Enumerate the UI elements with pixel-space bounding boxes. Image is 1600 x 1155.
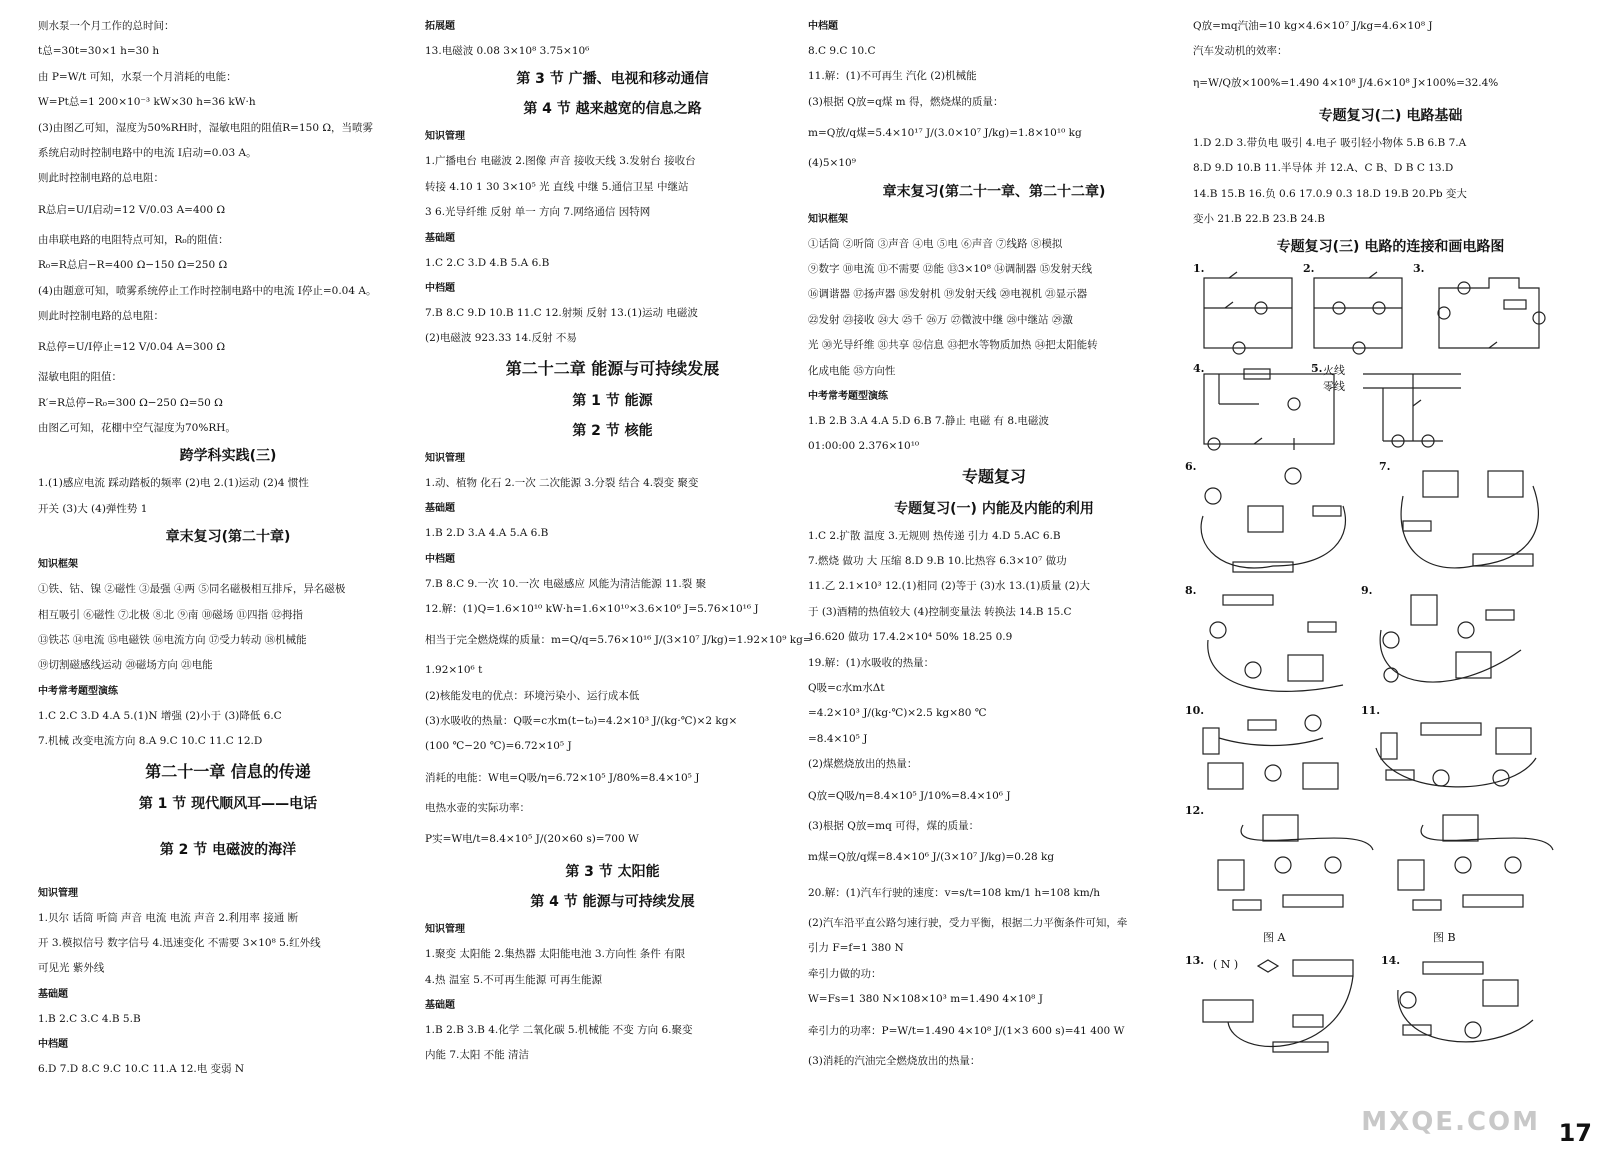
answer-line: 16.620 做功 17.4.2×10⁴ 50% 18.25 0.9 bbox=[808, 631, 1013, 644]
answer-line: 变小 21.B 22.B 23.B 24.B bbox=[1193, 212, 1326, 225]
answer-line: 11.乙 2.1×10³ 12.(1)相同 (2)等于 (3)水 13.(1)质量 (2)大 bbox=[808, 580, 1091, 593]
subsection-label: 中档题 bbox=[808, 21, 838, 32]
subsection-label: 基础题 bbox=[425, 232, 455, 244]
answer-line: 12.解：(1)Q=1.6×10¹⁰ kW·h=1.6×10¹⁰×3.6×10⁶ J=5.76×10¹⁶ J bbox=[425, 602, 759, 615]
fig-number: 3. bbox=[1413, 262, 1425, 276]
answer-line: 7.机械 改变电流方向 8.A 9.C 10.C 11.C 12.D bbox=[38, 735, 263, 748]
answer-line: 则水泵一个月工作的总时间： bbox=[38, 20, 175, 32]
answer-line: 湿敏电阻的阻值： bbox=[38, 371, 122, 384]
circuit-diagram-1 bbox=[1199, 268, 1299, 354]
column-4 bbox=[1185, 14, 1588, 1064]
circuit-diagram-13 bbox=[1193, 960, 1373, 1060]
answer-line: 19.解：(1)水吸收的热量： bbox=[808, 656, 935, 669]
answer-line: 开 3.模拟信号 数字信号 4.迅速变化 不需要 3×10⁸ 5.红外线 bbox=[38, 936, 321, 949]
answer-line: (2)汽车沿平直公路匀速行驶，受力平衡，根据二力平衡条件可知，牵 bbox=[808, 916, 1128, 929]
subsection-label: 中档题 bbox=[425, 282, 455, 294]
answer-line: (3)由图乙可知，湿度为50%RH时，湿敏电阻的阻值R=150 Ω，当喷雾 bbox=[38, 121, 374, 134]
answer-line: ①话筒 ②听筒 ③声音 ④电 ⑤电 ⑥声音 ⑦线路 ⑧模拟 bbox=[808, 237, 1063, 250]
answer-line: 消耗的电能：W电=Q吸/η=6.72×10⁵ J/80%=8.4×10⁵ J bbox=[425, 771, 700, 784]
answer-line: 则此时控制电路的总电阻： bbox=[38, 172, 164, 185]
figure-caption-b: 图 B bbox=[1433, 931, 1456, 945]
answer-line: 由图乙可知，花棚中空气湿度为70%RH。 bbox=[38, 422, 236, 435]
answer-line: 1.92×10⁶ t bbox=[425, 664, 483, 677]
answer-line: =8.4×10⁵ J bbox=[808, 732, 868, 745]
circuit-diagram-12b bbox=[1393, 810, 1563, 922]
answer-line: 1.B 2.D 3.A 4.A 5.A 6.B bbox=[425, 527, 549, 540]
answer-line: 1.广播电台 电磁波 2.图像 声音 接收天线 3.发射台 接收台 bbox=[425, 155, 696, 168]
answer-line: 由 P=W/t 可知，水泵一个月消耗的电能： bbox=[38, 70, 237, 83]
answer-line: 开关 (3)大 (4)弹性势 1 bbox=[38, 502, 148, 515]
answer-line: (3)根据 Q放=q煤 m 得，燃烧煤的质量： bbox=[808, 95, 1004, 108]
answer-line: 13.电磁波 0.08 3×10⁸ 3.75×10⁶ bbox=[425, 45, 590, 57]
answer-line: 由串联电路的电阻特点可知，R₀的阻值： bbox=[38, 233, 229, 246]
subsection-label: 知识管理 bbox=[425, 452, 465, 464]
answer-line: 1.(1)感应电流 踩动踏板的频率 (2)电 2.(1)运动 (2)4 惯性 bbox=[38, 477, 309, 490]
section-heading: 第 4 节 能源与可持续发展 bbox=[530, 894, 695, 911]
answer-line: 1.贝尔 话筒 听筒 声音 电流 电流 声音 2.利用率 接通 断 bbox=[38, 911, 299, 924]
answer-line: 7.B 8.C 9.一次 10.一次 电磁感应 风能为清洁能源 11.裂 聚 bbox=[425, 577, 707, 590]
answer-line: 01:00:00 2.376×10¹⁰ bbox=[808, 440, 920, 453]
answer-line: 20.解：(1)汽车行驶的速度：v=s/t=108 km/1 h=108 km/h bbox=[808, 886, 1101, 899]
fig-number: 10. bbox=[1185, 704, 1205, 718]
answer-line: 汽车发动机的效率： bbox=[1193, 45, 1288, 58]
answer-line: 8.D 9.D 10.B 11.半导体 并 12.A、C B、D B C 13.D bbox=[1193, 162, 1454, 175]
answer-line: 1.B 2.B 3.B 4.化学 二氧化碳 5.机械能 不变 方向 6.聚变 bbox=[425, 1024, 693, 1037]
circuit-diagram-12a bbox=[1213, 810, 1383, 922]
circuit-diagrams-10-11 bbox=[1185, 704, 1588, 804]
answer-line: 1.B 2.B 3.A 4.A 5.D 6.B 7.静止 电磁 有 8.电磁波 bbox=[808, 414, 1049, 427]
answer-line: P实=W电/t=8.4×10⁵ J/(20×60 s)=700 W bbox=[425, 833, 639, 846]
fig-number: 9. bbox=[1361, 584, 1373, 598]
spacer bbox=[38, 819, 418, 835]
section-heading: 章末复习(第二十章) bbox=[165, 529, 291, 546]
subsection-label: 中档题 bbox=[38, 1039, 68, 1051]
subsection-label: 基础题 bbox=[425, 1000, 455, 1012]
answer-line: t总=30t=30×1 h=30 h bbox=[38, 45, 160, 58]
subsection-label: 知识管理 bbox=[38, 887, 78, 899]
subsection-label: 基础题 bbox=[38, 988, 68, 1000]
section-heading: 第 2 节 核能 bbox=[572, 422, 653, 439]
circuit-diagram-9 bbox=[1371, 590, 1541, 700]
answer-line: (2)煤燃烧放出的热量： bbox=[808, 758, 918, 771]
answer-line: ㉒发射 ㉓接收 ㉔大 ㉕千 ㉖万 ㉗微波中继 ㉘中继站 ㉙激 bbox=[808, 313, 1073, 326]
answer-line: 1.C 2.C 3.D 4.A 5.(1)N 增强 (2)小于 (3)降低 6.C bbox=[38, 709, 282, 722]
answer-line: 系统启动时控制电路中的电流 I启动=0.03 A。 bbox=[38, 146, 257, 159]
section-heading: 第 1 节 能源 bbox=[572, 392, 653, 409]
fig-number: 8. bbox=[1185, 584, 1197, 598]
answer-line: 电热水壶的实际功率： bbox=[425, 801, 530, 814]
answer-line: (2)核能发电的优点：环境污染小、运行成本低 bbox=[425, 689, 640, 702]
section-heading: 专题复习(一) 内能及内能的利用 bbox=[894, 500, 1094, 517]
answer-line: m煤=Q放/q煤=8.4×10⁶ J/(3×10⁷ J/kg)=0.28 kg bbox=[808, 850, 1055, 863]
answer-line: 化成电能 ㉟方向性 bbox=[808, 364, 896, 377]
section-heading: 第 4 节 越来越宽的信息之路 bbox=[523, 101, 702, 118]
circuit-diagrams-8-9 bbox=[1185, 584, 1588, 704]
subsection-label: 知识框架 bbox=[808, 213, 848, 225]
section-heading: 专题复习(二) 电路基础 bbox=[1318, 107, 1463, 124]
answer-line: 1.聚变 太阳能 2.集热器 太阳能电池 3.方向性 条件 有限 bbox=[425, 948, 686, 961]
answer-line: 7.B 8.C 9.D 10.B 11.C 12.射频 反射 13.(1)运动 电磁波 bbox=[425, 306, 698, 319]
circuit-diagram-2 bbox=[1309, 268, 1409, 354]
answer-line: ⑯调谐器 ⑰扬声器 ⑱发射机 ⑲发射天线 ⑳电视机 ㉑显示器 bbox=[808, 288, 1088, 301]
answer-line: m=Q放/q煤=5.4×10¹⁷ J/(3.0×10⁷ J/kg)=1.8×10¹⁰ kg bbox=[808, 127, 1082, 140]
subsection-label: 知识管理 bbox=[425, 131, 465, 143]
fig-number: 6. bbox=[1185, 460, 1197, 474]
section-heading: 专题复习(三) 电路的连接和画电路图 bbox=[1276, 239, 1505, 256]
answer-line: 11.解：(1)不可再生 汽化 (2)机械能 bbox=[808, 70, 977, 83]
answer-line: ⑲切割磁感线运动 ⑳磁场方向 ㉑电能 bbox=[38, 659, 213, 672]
circuit-diagram-5 bbox=[1343, 366, 1463, 456]
section-heading: 第二十一章 信息的传递 bbox=[145, 761, 311, 781]
section-heading: 第 3 节 广播、电视和移动通信 bbox=[516, 71, 709, 88]
answer-line: R总停=U/I停止=12 V/0.04 A=300 Ω bbox=[38, 341, 226, 354]
section-heading: 第二十二章 能源与可持续发展 bbox=[505, 358, 720, 378]
circuit-diagram-7 bbox=[1383, 466, 1553, 578]
answer-line: R总启=U/I启动=12 V/0.03 A=400 Ω bbox=[38, 203, 226, 216]
column-2 bbox=[425, 14, 812, 1069]
answer-line: W=Fs=1 380 N×108×10³ m=1.490 4×10⁸ J bbox=[808, 993, 1043, 1006]
answer-line: 1.D 2.D 3.带负电 吸引 4.电子 吸引轻小物体 5.B 6.B 7.A bbox=[1193, 136, 1467, 149]
answer-line: (100 ℃−20 ℃)=6.72×10⁵ J bbox=[425, 740, 572, 753]
answer-line: 7.燃烧 做功 大 压缩 8.D 9.B 10.比热容 6.3×10⁷ 做功 bbox=[808, 555, 1067, 568]
answer-line: (4)由题意可知，喷雾系统停止工作时控制电路中的电流 I停止=0.04 A。 bbox=[38, 284, 377, 297]
answer-line: 1.动、植物 化石 2.一次 二次能源 3.分裂 结合 4.裂变 聚变 bbox=[425, 476, 699, 489]
answer-line: η=W/Q放×100%=1.490 4×10⁸ J/4.6×10⁸ J×100%=32.4% bbox=[1193, 76, 1499, 89]
circuit-diagram-3 bbox=[1419, 268, 1569, 354]
answer-line: 转接 4.10 1 30 3×10⁵ 光 直线 中继 5.通信卫星 中继站 bbox=[425, 180, 689, 193]
circuit-diagrams-1-3 bbox=[1193, 262, 1588, 362]
answer-line: 8.C 9.C 10.C bbox=[808, 45, 876, 57]
section-heading: 第 3 节 太阳能 bbox=[565, 864, 660, 881]
answer-line: 于 (3)酒精的热值较大 (4)控制变量法 转换法 14.B 15.C bbox=[808, 605, 1072, 618]
answer-line: (3)消耗的汽油完全燃烧放出的热量： bbox=[808, 1054, 981, 1067]
circuit-diagram-11 bbox=[1371, 708, 1546, 800]
answer-line: 引力 F=f=1 380 N bbox=[808, 942, 904, 955]
answer-line: 6.D 7.D 8.C 9.C 10.C 11.A 12.电 变弱 N bbox=[38, 1063, 245, 1076]
answer-line: 牵引力的功率：P=W/t=1.490 4×10⁸ J/(1×3 600 s)=41 400 W bbox=[808, 1024, 1125, 1037]
subsection-label: 知识管理 bbox=[425, 924, 465, 936]
fig-number: 1. bbox=[1193, 262, 1205, 276]
answer-line: 1.C 2.扩散 温度 3.无规则 热传递 引力 4.D 5.AC 6.B bbox=[808, 529, 1061, 542]
fig-number: 7. bbox=[1379, 460, 1391, 474]
answer-line: (3)水吸收的热量：Q吸=c水m(t−t₀)=4.2×10³ J/(kg·℃)×2 kg× bbox=[425, 715, 738, 728]
section-heading: 第 1 节 现代顺风耳——电话 bbox=[138, 795, 318, 812]
circuit-diagram-8 bbox=[1193, 590, 1363, 700]
live-wire-label: 火线 bbox=[1323, 364, 1345, 378]
watermark: MXQE.COM bbox=[1361, 1107, 1540, 1137]
answer-line: W=Pt总=1 200×10⁻³ kW×30 h=36 kW·h bbox=[38, 96, 256, 109]
column-1 bbox=[38, 14, 418, 1083]
answer-line: (3)根据 Q放=mq 可得，煤的质量： bbox=[808, 819, 980, 832]
figure-caption-a: 图 A bbox=[1263, 931, 1286, 945]
answer-line: R′=R总停−R₀=300 Ω−250 Ω=50 Ω bbox=[38, 396, 223, 409]
answer-line: 牵引力做的功： bbox=[808, 967, 882, 980]
answer-line: (2)电磁波 923.33 14.反射 不易 bbox=[425, 332, 577, 345]
fig-number: 13. bbox=[1185, 954, 1205, 968]
fig-number: 11. bbox=[1361, 704, 1381, 718]
answer-line: 1.B 2.C 3.C 4.B 5.B bbox=[38, 1012, 141, 1025]
fig-number: 4. bbox=[1193, 362, 1205, 376]
circuit-diagrams-4-5 bbox=[1193, 362, 1588, 460]
column-3 bbox=[808, 14, 1180, 1074]
fig-number: 14. bbox=[1381, 954, 1401, 968]
answer-line: 相互吸引 ⑥磁性 ⑦北极 ⑧北 ⑨南 ⑩磁场 ⑪四指 ⑫拇指 bbox=[38, 608, 303, 621]
section-heading: 跨学科实践(三) bbox=[179, 448, 277, 465]
circuit-diagram-10 bbox=[1193, 708, 1358, 800]
answer-line: 相当于完全燃烧煤的质量：m=Q/q=5.76×10¹⁶ J/(3×10⁷ J/kg)=1.92×10⁹ kg= bbox=[425, 634, 812, 647]
column-4-text bbox=[1193, 14, 1588, 262]
compass-pole-label: ( N ) bbox=[1213, 958, 1239, 972]
answer-line: Q吸=c水m水Δt bbox=[808, 682, 885, 695]
subsection-label: 中档题 bbox=[425, 553, 455, 565]
answer-line: ⑨数字 ⑩电流 ⑪不需要 ⑫能 ⑬3×10⁸ ⑭调制器 ⑮发射天线 bbox=[808, 262, 1093, 275]
page-number: 17 bbox=[1558, 1119, 1592, 1147]
spacer bbox=[38, 865, 418, 881]
fig-number: 12. bbox=[1185, 804, 1205, 818]
subsection-label: 中考常考题型演练 bbox=[808, 390, 888, 402]
subsection-label: 知识框架 bbox=[38, 559, 78, 571]
circuit-diagram-6 bbox=[1193, 466, 1363, 578]
answer-line: 可见光 紫外线 bbox=[38, 962, 105, 975]
subsection-label: 中考常考题型演练 bbox=[38, 685, 118, 697]
circuit-diagrams-6-7 bbox=[1185, 460, 1588, 584]
answer-line: 内能 7.太阳 不能 清洁 bbox=[425, 1049, 530, 1062]
answer-line: ①铁、钴、镍 ②磁性 ③最强 ④两 ⑤同名磁极相互排斥，异名磁极 bbox=[38, 583, 346, 596]
section-heading: 第 2 节 电磁波的海洋 bbox=[159, 841, 297, 858]
answer-line: 4.热 温室 5.不可再生能源 可再生能源 bbox=[425, 973, 603, 986]
section-heading: 专题复习 bbox=[961, 466, 1026, 486]
circuit-diagram-14 bbox=[1393, 960, 1553, 1060]
circuit-diagram-12 bbox=[1185, 804, 1588, 954]
answer-line: =4.2×10³ J/(kg·℃)×2.5 kg×80 ℃ bbox=[808, 707, 987, 720]
answer-line: 1.C 2.C 3.D 4.B 5.A 6.B bbox=[425, 256, 550, 269]
subsection-label: 拓展题 bbox=[425, 21, 455, 32]
answer-line: Q放=mq汽油=10 kg×4.6×10⁷ J/kg=4.6×10⁸ J bbox=[1193, 20, 1433, 32]
answer-line: 14.B 15.B 16.负 0.6 17.0.9 0.3 18.D 19.B 20.Pb 变大 bbox=[1193, 187, 1467, 200]
answer-line: R₀=R总启−R=400 Ω−150 Ω=250 Ω bbox=[38, 259, 228, 272]
answer-line: 则此时控制电路的总电阻： bbox=[38, 309, 164, 322]
answer-line: Q放=Q吸/η=8.4×10⁵ J/10%=8.4×10⁶ J bbox=[808, 789, 1011, 802]
fig-number: 5. bbox=[1311, 362, 1323, 376]
circuit-diagrams-13-14 bbox=[1185, 954, 1588, 1064]
circuit-diagram-4 bbox=[1199, 364, 1339, 454]
answer-line: 3 6.光导纤维 反射 单一 方向 7.网络通信 因特网 bbox=[425, 206, 651, 219]
subsection-label: 基础题 bbox=[425, 503, 455, 515]
fig-number: 2. bbox=[1303, 262, 1315, 276]
neutral-wire-label: 零线 bbox=[1323, 380, 1345, 394]
section-heading: 章末复习(第二十一章、第二十二章) bbox=[882, 183, 1106, 200]
answer-line: (4)5×10⁹ bbox=[808, 157, 856, 170]
answer-line: 光 ㉚光导纤维 ㉛共享 ㉜信息 ㉝把水等物质加热 ㉞把太阳能转 bbox=[808, 339, 1098, 352]
answer-line: ⑬铁芯 ⑭电流 ⑮电磁铁 ⑯电流方向 ⑰受力转动 ⑱机械能 bbox=[38, 634, 307, 647]
